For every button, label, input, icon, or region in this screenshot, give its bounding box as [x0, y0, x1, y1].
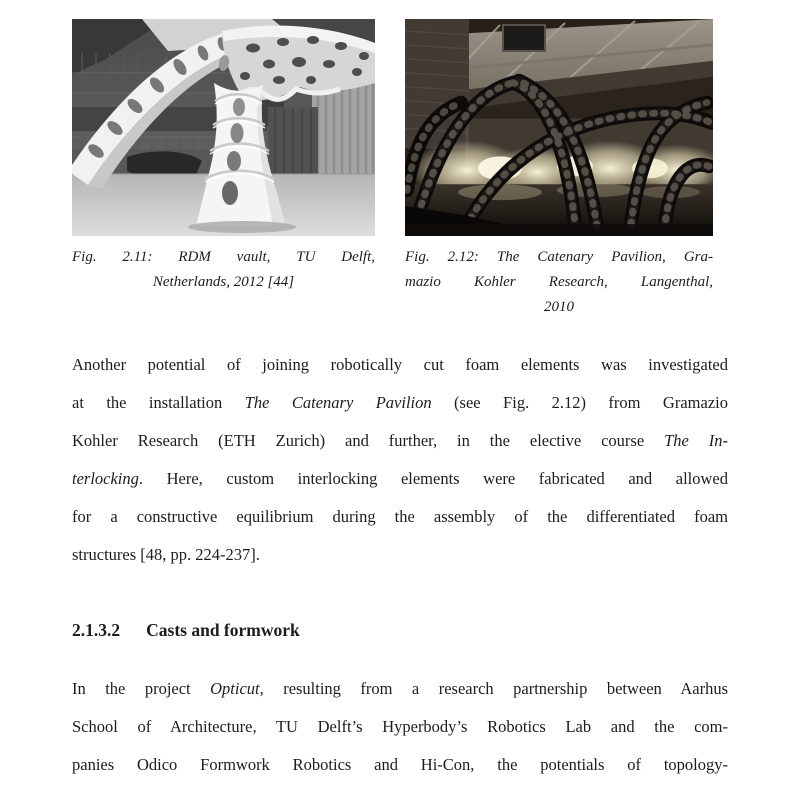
caption-line: Fig. 2.12: The Catenary Pavilion, Gra-	[405, 249, 713, 265]
figure-2-11	[72, 19, 375, 320]
caption-line: mazio Kohler Research, Langenthal,	[405, 274, 713, 290]
text-line: Another potential of joining robotically cut foam elements was investigated	[72, 355, 728, 374]
figure-caption-2-12	[405, 245, 713, 320]
figure-2-12	[405, 19, 713, 320]
rdm-vault-photo	[72, 19, 375, 236]
text-line: In the project Opticut, resulting from a research partnership between Aarhus	[72, 679, 728, 698]
text-line: structures [48, pp. 224-237].	[72, 545, 260, 564]
section-title: Casts and formwork	[146, 620, 300, 640]
section-number: 2.1.3.2	[72, 620, 121, 640]
caption-line: 2010	[544, 299, 574, 315]
figures-row	[72, 19, 728, 320]
caption-line: Fig. 2.11: RDM vault, TU Delft,	[72, 249, 375, 265]
caption-line: Netherlands, 2012 [44]	[152, 274, 295, 290]
section-heading-2-1-3-2	[72, 618, 728, 642]
text-line: panies Odico Formwork Robotics and Hi-Con, the potentials of topology-	[72, 755, 728, 774]
paragraph-2	[72, 670, 728, 784]
text-line: for a constructive equilibrium during the assembly of the differentiated foam	[72, 507, 728, 526]
text-line: School of Architecture, TU Delft’s Hyperbody’s Robotics Lab and the com-	[72, 717, 728, 736]
paragraph-1	[72, 346, 728, 574]
figure-caption-2-11	[72, 245, 375, 295]
text-line: terlocking. Here, custom interlocking elements were fabricated and allowed	[72, 469, 728, 488]
catenary-pavilion-photo	[405, 19, 713, 236]
text-line: at the installation The Catenary Pavilion (see Fig. 2.12) from Gramazio	[72, 393, 728, 412]
text-line: Kohler Research (ETH Zurich) and further, in the elective course The In-	[72, 431, 728, 450]
